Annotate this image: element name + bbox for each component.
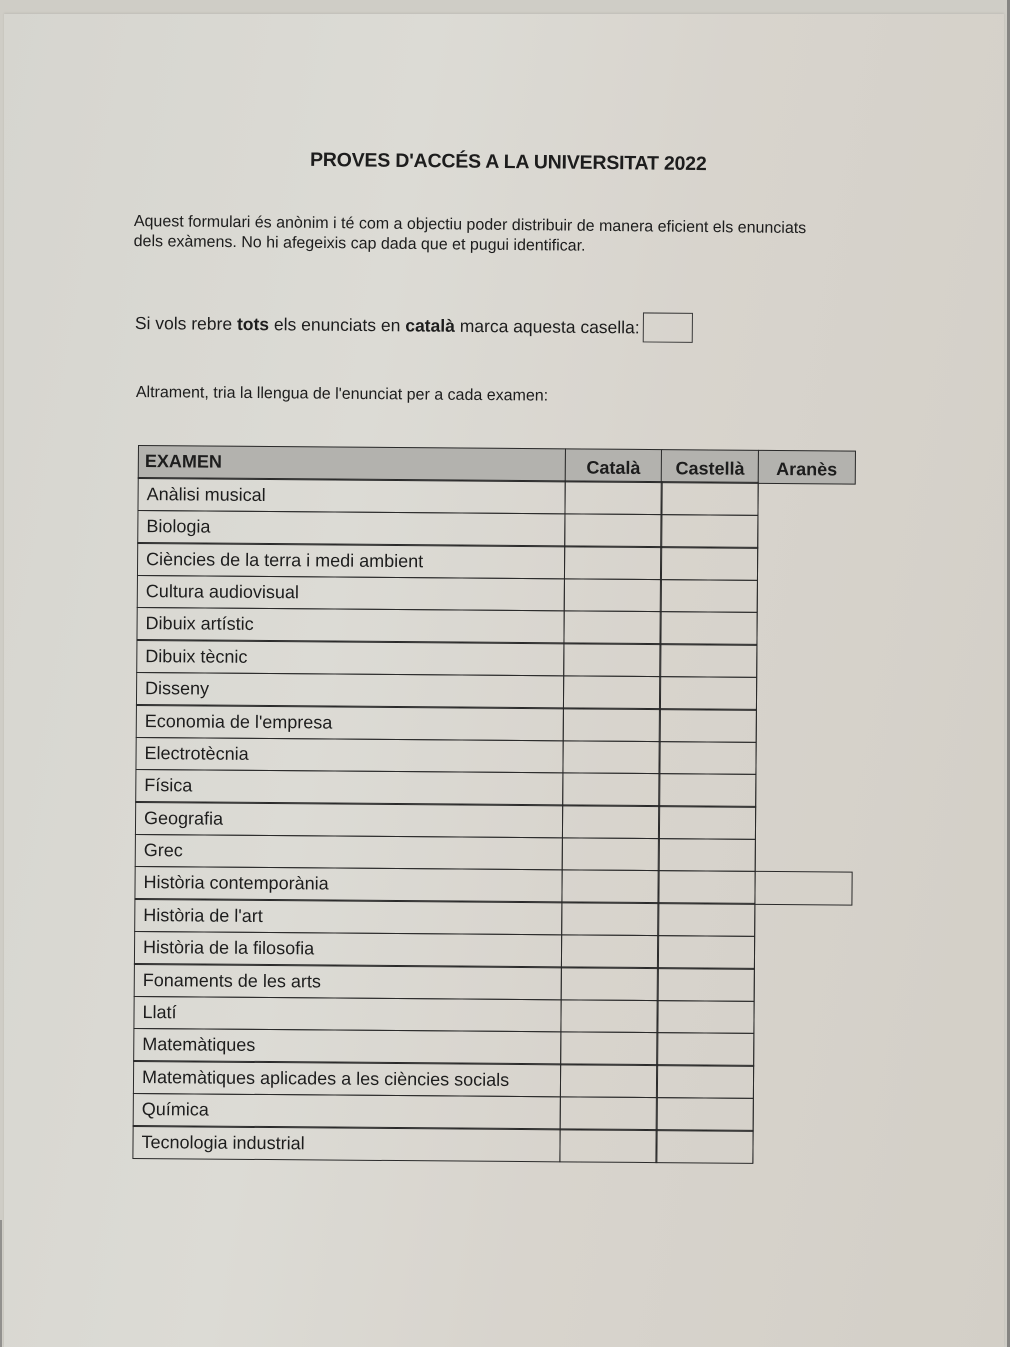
empty-cell <box>756 612 854 647</box>
checkbox-castella[interactable] <box>660 546 758 581</box>
empty-cell <box>756 677 854 712</box>
instruction-bold: tots <box>236 313 270 334</box>
header-catala: Català <box>564 448 662 483</box>
exam-name: Dibuix tècnic <box>136 639 564 676</box>
paper-edge <box>0 1220 2 1347</box>
checkbox-castella[interactable] <box>657 903 755 938</box>
exam-name: Fonaments de les arts <box>134 963 562 1000</box>
empty-cell <box>753 1000 851 1035</box>
checkbox-castella[interactable] <box>656 1032 754 1067</box>
checkbox-catala[interactable] <box>561 869 659 904</box>
checkbox-castella[interactable] <box>656 1097 754 1132</box>
checkbox-castella[interactable] <box>658 838 756 873</box>
checkbox-castella[interactable] <box>656 1065 754 1100</box>
checkbox-catala[interactable] <box>562 772 660 807</box>
checkbox-castella[interactable] <box>659 643 757 678</box>
checkbox-catala[interactable] <box>559 1096 657 1131</box>
checkbox-castella[interactable] <box>658 870 756 905</box>
checkbox-catala[interactable] <box>564 546 662 581</box>
checkbox-castella[interactable] <box>657 935 755 970</box>
page-title <box>0 148 1010 176</box>
exam-name: Grec <box>135 834 563 871</box>
exam-name: Anàlisi musical <box>137 477 565 514</box>
checkbox-castella[interactable] <box>660 579 758 614</box>
exam-name: Matemàtiques <box>133 1028 561 1065</box>
checkbox-castella[interactable] <box>659 676 757 711</box>
empty-cell <box>757 579 855 614</box>
checkbox-catala[interactable] <box>562 805 660 840</box>
instruction-text: Si vols rebre <box>134 312 238 334</box>
empty-cell <box>755 741 853 776</box>
empty-cell <box>756 644 854 679</box>
checkbox-catala[interactable] <box>562 740 660 775</box>
checkbox-catala[interactable] <box>563 610 661 645</box>
empty-cell <box>753 968 851 1003</box>
empty-cell <box>754 903 852 938</box>
checkbox-catala[interactable] <box>564 513 662 548</box>
title-text: PROVES D'ACCÉS A LA UNIVERSITAT 2022 <box>309 148 707 176</box>
all-catalan-checkbox[interactable] <box>643 312 693 342</box>
empty-cell <box>757 482 855 517</box>
empty-cell <box>757 547 855 582</box>
all-catalan-option <box>135 308 693 343</box>
instruction-text: els enunciats en <box>268 313 406 335</box>
checkbox-catala[interactable] <box>559 1064 657 1099</box>
exam-name: Cultura audiovisual <box>137 575 565 612</box>
checkbox-catala[interactable] <box>561 934 659 969</box>
empty-cell <box>752 1098 850 1133</box>
exam-name: Llatí <box>133 996 561 1033</box>
checkbox-castella[interactable] <box>659 741 757 776</box>
empty-cell <box>753 1033 851 1068</box>
empty-cell <box>754 839 852 874</box>
exam-language-table <box>132 445 854 1163</box>
exam-name: Dibuix artístic <box>136 607 564 644</box>
per-exam-instruction: Altrament, tria la llengua de l'enunciat per a cada examen: <box>135 384 549 405</box>
checkbox-catala[interactable] <box>563 643 661 678</box>
checkbox-catala[interactable] <box>560 999 658 1034</box>
checkbox-catala[interactable] <box>563 675 661 710</box>
exam-name: Disseny <box>136 672 564 709</box>
intro-line: dels exàmens. No hi afegeixis cap dada que et pugui identificar. <box>133 232 586 255</box>
exam-name: Història contemporània <box>134 866 562 903</box>
exam-name: Química <box>133 1093 561 1130</box>
checkbox-catala[interactable] <box>563 578 661 613</box>
instruction-bold: català <box>405 314 455 336</box>
header-exam: EXAMEN <box>138 445 566 482</box>
exam-name: Història de l'art <box>134 898 562 935</box>
checkbox-catala[interactable] <box>560 967 658 1002</box>
exam-name: Geografia <box>135 801 563 838</box>
empty-cell <box>756 709 854 744</box>
checkbox-catala[interactable] <box>560 1031 658 1066</box>
header-aranes: Aranès <box>758 450 856 485</box>
empty-cell <box>755 806 853 841</box>
exam-name: Economia de l'empresa <box>136 704 564 741</box>
checkbox-castella[interactable] <box>660 611 758 646</box>
intro-line: Aquest formulari és anònim i té com a objectiu poder distribuir de manera eficient els enunciats <box>133 212 807 238</box>
checkbox-castella[interactable] <box>658 805 756 840</box>
empty-cell <box>753 1065 851 1100</box>
checkbox-castella[interactable] <box>658 773 756 808</box>
table-row <box>132 1125 849 1163</box>
empty-cell <box>754 936 852 971</box>
exam-name: Física <box>135 769 563 806</box>
exam-name: Ciències de la terra i medi ambient <box>137 542 565 579</box>
instruction-text: marca aquesta casella: <box>454 315 640 337</box>
checkbox-catala[interactable] <box>561 837 659 872</box>
checkbox-castella[interactable] <box>657 967 755 1002</box>
intro-paragraph <box>134 212 894 260</box>
empty-cell <box>752 1130 850 1165</box>
checkbox-catala[interactable] <box>562 707 660 742</box>
checkbox-castella[interactable] <box>661 481 759 516</box>
exam-name: Matemàtiques aplicades a les ciències socials <box>133 1060 561 1097</box>
empty-cell <box>755 774 853 809</box>
checkbox-castella[interactable] <box>657 1000 755 1035</box>
checkbox-castella[interactable] <box>660 514 758 549</box>
header-castella: Castellà <box>661 449 759 484</box>
exam-name: Història de la filosofia <box>134 931 562 968</box>
empty-cell <box>757 515 855 550</box>
checkbox-catala[interactable] <box>559 1129 657 1164</box>
checkbox-catala[interactable] <box>561 902 659 937</box>
exam-name: Electrotècnia <box>135 737 563 774</box>
checkbox-aranes[interactable] <box>754 871 852 906</box>
exam-name: Tecnologia industrial <box>132 1125 560 1162</box>
exam-name: Biologia <box>137 510 565 547</box>
checkbox-castella[interactable] <box>656 1129 754 1164</box>
checkbox-catala[interactable] <box>564 481 662 516</box>
checkbox-castella[interactable] <box>659 708 757 743</box>
